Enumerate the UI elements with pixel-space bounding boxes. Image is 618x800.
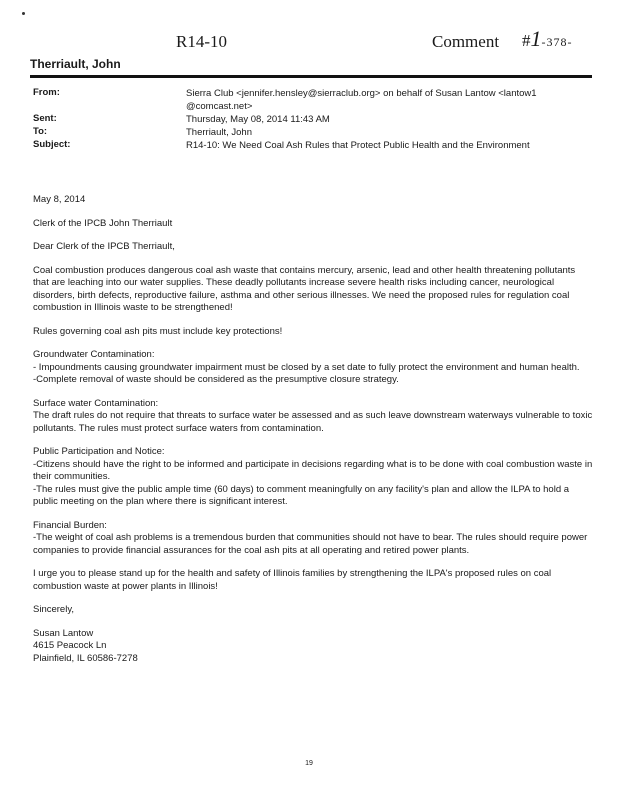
from-value: Sierra Club <jennifer.hensley@sierraclub.org> on behalf of Susan Lantow <lantow1 @comcast.net> bbox=[186, 88, 537, 112]
sender-street: 4615 Peacock Ln bbox=[33, 640, 107, 651]
page-number: 19 bbox=[305, 760, 313, 767]
to-value: Therriault, John bbox=[186, 127, 253, 138]
comment-number-suffix: -378- bbox=[541, 35, 573, 49]
header-divider bbox=[30, 75, 592, 78]
closing-request: I urge you to please stand up for the health and safety of Illinois families by strengthening the ILPA's proposed rules on coal combustion waste at power plants in Illinois! bbox=[33, 568, 552, 592]
letter-date: May 8, 2014 bbox=[33, 194, 86, 205]
section-line: -The rules must give the public ample time (60 days) to comment meaningfully on any facility's plan and allow the ILPA to hold a public meeting on the plan where there is significant interest. bbox=[33, 483, 570, 507]
section-surface-water bbox=[33, 398, 593, 436]
section-title: Financial Burden: bbox=[33, 519, 107, 531]
section-line: -Citizens should have the right to be informed and participate in decisions regarding what is to be done with coal combustion waste in their communities. bbox=[33, 458, 593, 482]
section-title: Groundwater Contamination: bbox=[33, 349, 155, 360]
sent-value: Thursday, May 08, 2014 11:43 AM bbox=[186, 114, 330, 125]
recipient-header: Therriault, John bbox=[30, 57, 121, 71]
subject-value: R14-10: We Need Coal Ash Rules that Protect Public Health and the Environment bbox=[186, 140, 530, 151]
section-line: - Impoundments causing groundwater impairment must be closed by a set date to fully protect the environment and human health. bbox=[33, 361, 580, 373]
section-line: -Complete removal of waste should be considered as the presumptive closure strategy. bbox=[33, 374, 399, 385]
letter-body bbox=[33, 194, 593, 676]
section-title: Public Participation and Notice: bbox=[33, 446, 165, 457]
comment-number-stamp bbox=[522, 26, 573, 52]
sent-label: Sent: bbox=[33, 113, 57, 124]
letter-addressee: Clerk of the IPCB John Therriault bbox=[33, 217, 173, 229]
section-public-participation bbox=[33, 446, 593, 509]
section-line: The draft rules do not require that threats to surface water be assessed and as such leave downstream waterways vulnerable to toxic pollutants. The rules must protect surface waters from contamination. bbox=[33, 410, 593, 434]
section-line: -The weight of coal ash problems is a tremendous burden that communities should not have to bear. The rules should require power companies to provide financial assurances for the coal ash pits at all operating and retired power plants. bbox=[33, 532, 588, 556]
letter-salutation: Dear Clerk of the IPCB Therriault, bbox=[33, 241, 175, 252]
letter-intro: Coal combustion produces dangerous coal ash waste that contains mercury, arsenic, lead and other health threatening pollutants that are leaching into our water supplies. These deadly pollutants increase severe health risks including cancer, neurological disorders, birth defects, reproductive failure, asthma and other serious illnesses. We need the proposed rules for regulation coal combustion in Illinois waste to be strengthened! bbox=[33, 264, 576, 313]
section-financial-burden bbox=[33, 520, 593, 558]
comment-number-prefix: # bbox=[522, 31, 531, 50]
letter-signoff: Sincerely, bbox=[33, 604, 75, 615]
subject-label: Subject: bbox=[33, 139, 71, 150]
sender-name: Susan Lantow bbox=[33, 627, 94, 639]
section-title: Surface water Contamination: bbox=[33, 397, 159, 409]
section-groundwater bbox=[33, 349, 593, 387]
from-label: From: bbox=[33, 87, 60, 98]
scan-speck bbox=[22, 12, 25, 15]
comment-stamp: Comment bbox=[432, 32, 500, 51]
rulemaking-stamp: R14-10 bbox=[176, 32, 227, 51]
to-label: To: bbox=[33, 126, 48, 137]
sender-city: Plainfield, IL 60586-7278 bbox=[33, 652, 138, 664]
sender-block bbox=[33, 628, 593, 666]
comment-number-handwritten: 1 bbox=[530, 26, 542, 51]
rules-intro: Rules governing coal ash pits must include key protections! bbox=[33, 325, 283, 337]
